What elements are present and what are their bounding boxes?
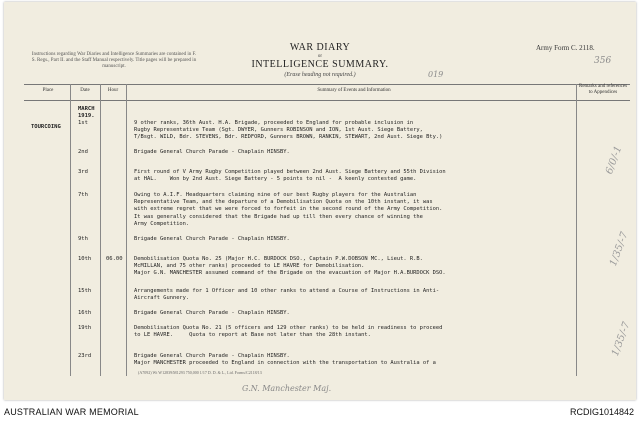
entry-text xyxy=(134,353,580,367)
entry-date: 3rd xyxy=(78,169,88,175)
entry-date: 19th xyxy=(78,325,92,331)
entry-date: 10th xyxy=(78,256,92,262)
column-header-place: Place xyxy=(42,88,54,93)
entry-line: Rugby Representative Team (Sgt. DWYER, Gunners ROBINSON and ION, 1st Aust. Siege Battery, xyxy=(134,127,423,134)
instructions-text: Instructions regarding War Diaries and Intelligence Summaries are contained in F. S. Regs., Part II. and the Staff Manual respectively. Title pages will be prepared in manuscript. xyxy=(31,52,197,69)
column-header-remarks: Remarks and references to Appendices xyxy=(578,84,628,95)
column-divider xyxy=(70,84,71,376)
entry-line: Demobilisation Quota No. 21 (5 officers and 129 other ranks) to be held in readiness to proceed xyxy=(134,325,443,331)
month-label xyxy=(78,106,108,119)
pencil-page-number: 356 xyxy=(594,56,612,66)
entry-line: Representative Team, and the departure of a Demobilisation Quota on the 10th instant, it was xyxy=(134,199,433,206)
entry-text xyxy=(134,325,580,339)
entry-line: Brigade General Church Parade - Chaplain HINSBY. xyxy=(134,149,290,155)
header-top-rule xyxy=(24,84,630,85)
entry-date: 23rd xyxy=(78,353,92,359)
entry-line: Brigade General Church Parade - Chaplain HINSBY. xyxy=(134,236,290,242)
entry-text xyxy=(134,288,580,302)
month-name: MARCH xyxy=(78,106,95,112)
entry-date: 16th xyxy=(78,310,92,316)
entry-line: Brigade General Church Parade - Chaplain HINSBY. xyxy=(134,353,290,359)
year-label: 1919. xyxy=(78,112,95,119)
column-divider xyxy=(126,84,127,376)
header-bottom-rule xyxy=(24,100,630,101)
entry-text xyxy=(134,236,580,243)
footer-credit: AUSTRALIAN WAR MEMORIAL xyxy=(4,407,139,417)
entry-text xyxy=(134,120,580,142)
title-or: or xyxy=(317,54,323,59)
entry-line: Major G.N. MANCHESTER assumed command of the Brigade on the evacuation of Major H.A.BURDOCK DSO. xyxy=(134,270,446,277)
entry-date: 15th xyxy=(78,288,92,294)
margin-note: 1/35/-7 xyxy=(608,230,631,268)
entry-line: Aircraft Gunnery. xyxy=(134,295,190,302)
entry-line: Arrangements made for 1 Officer and 10 other ranks to attend a Course of Instructions in Anti- xyxy=(134,288,440,294)
entry-line: Army Competition. xyxy=(134,220,190,227)
entry-text xyxy=(134,149,580,156)
margin-note: 6/0/-1 xyxy=(604,144,625,176)
entry-date: 1st xyxy=(78,120,88,126)
signature: G.N. Manchester Maj. xyxy=(242,384,332,393)
footer-record-id: RCDIG1014842 xyxy=(569,407,634,417)
column-header-hour: Hour xyxy=(107,88,119,93)
title-subtitle: (Erase heading not required.) xyxy=(284,72,356,78)
entry-text xyxy=(134,192,580,228)
entry-line: McMILLAN, and 75 other ranks) proceeded to LE HAVRE for Demobilisation. xyxy=(134,263,365,270)
column-header-summary: Summary of Events and Information xyxy=(317,88,391,93)
column-header-date: Date xyxy=(80,88,90,93)
diary-sheet xyxy=(4,2,636,400)
entry-line: First round of V Army Rugby Competition played between 2nd Aust. Siege Battery and 55th Division xyxy=(134,169,446,175)
entry-line: to LE HAVRE. Quota to report at Base not later than the 28th instant. xyxy=(134,332,371,339)
column-divider xyxy=(100,84,101,376)
entry-line: Owing to A.I.F. Headquarters claiming nine of our best Rugby players for the Australian xyxy=(134,192,417,198)
entry-line: with extreme regret that we were forced to forfeit in the second round of the Army Competition. xyxy=(134,206,443,213)
entry-text xyxy=(134,169,580,183)
margin-note: 1/35/-7 xyxy=(610,320,633,358)
entry-line: Major MANCHESTER proceeded to England in connection with the transportation to Australia of a xyxy=(134,360,436,367)
entry-hour: 06.00 xyxy=(106,256,123,262)
entry-text xyxy=(134,256,580,278)
entry-date: 2nd xyxy=(78,149,88,155)
title-war-diary: WAR DIARY xyxy=(289,42,351,53)
place-name: TOURCOING xyxy=(31,124,61,130)
entry-line: Demobilisation Quota No. 25 (Major H.C. BURDOCK DSO., Captain P.W.DOBSON MC., Lieut. R.B. xyxy=(134,256,423,262)
entry-text xyxy=(134,310,580,317)
entry-line: 9 other ranks, 36th Aust. H.A. Brigade, proceeded to England for probable inclusion in xyxy=(134,120,414,126)
title-intelligence-summary: INTELLIGENCE SUMMARY. xyxy=(251,59,389,70)
entry-line: at HAL. Won by 2nd Aust. Siege Battery - 5 points to nil - A keenly contested game. xyxy=(134,176,417,183)
print-stamp: (A7092) Wt W12839/M1293 750,000 1/17 D. D. & L., Ltd. Forms/C2118/13 xyxy=(138,370,262,375)
pencil-folio-number: 019 xyxy=(428,70,444,79)
entry-line: It was generally considered that the Brigade had up till then every chance of winning the xyxy=(134,213,423,220)
entry-line: T/Bsgt. WILD, Bdr. STEVENS, Bdr. REDFORD, Gunners BROWN, RANKIN, STEWART, 2nd Aust. Siege Bty.) xyxy=(134,134,443,141)
entry-date: 9th xyxy=(78,236,88,242)
entry-date: 7th xyxy=(78,192,88,198)
army-form-number: Army Form C. 2118. xyxy=(536,44,595,52)
entry-line: Brigade General Church Parade - Chaplain HINSBY. xyxy=(134,310,290,316)
